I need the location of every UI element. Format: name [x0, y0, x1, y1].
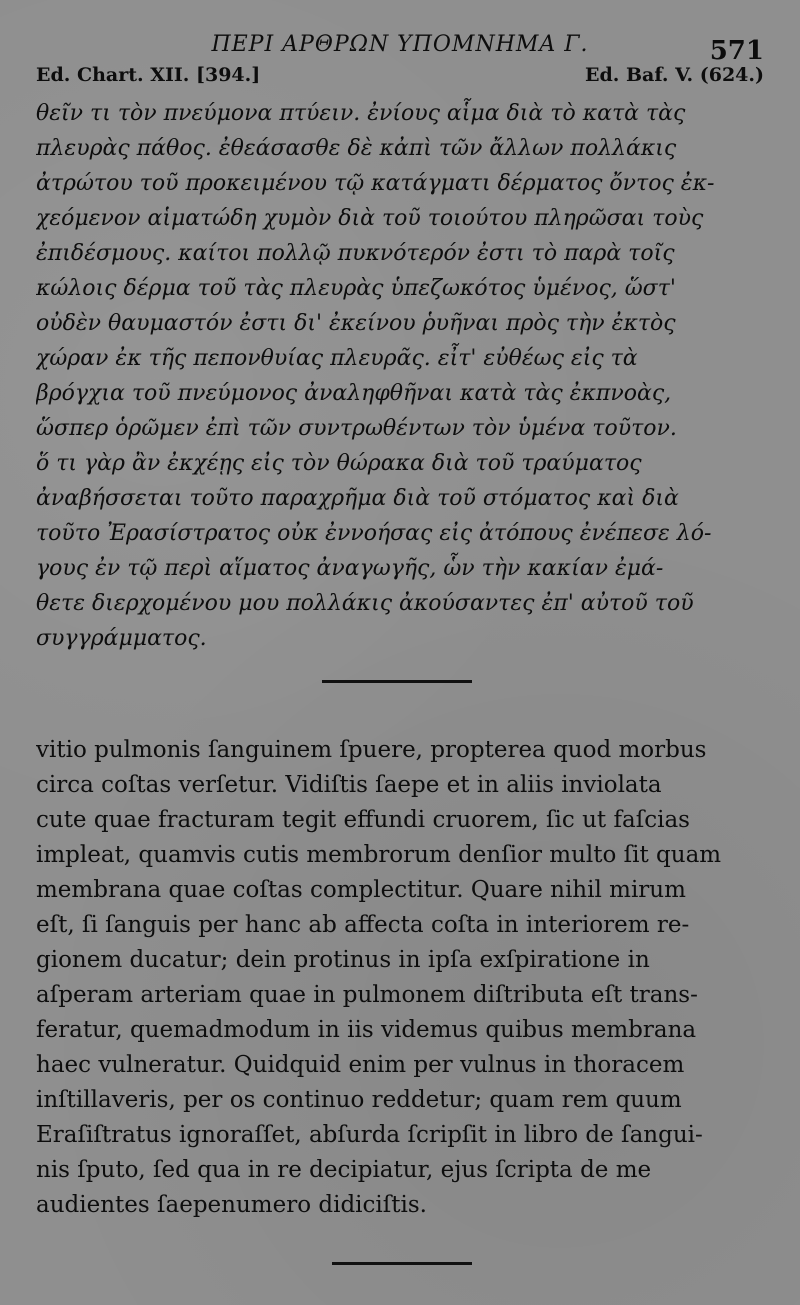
page-number: 571: [709, 36, 764, 66]
edition-right: Ed. Baf. V. (624.): [585, 64, 764, 86]
latin-line: circa coſtas verſetur. Vidiſtis ſaepe et in aliis inviolata: [36, 772, 662, 798]
latin-line: membrana quae coſtas complectitur. Quare nihil mirum: [36, 877, 686, 903]
latin-line: cute quae fracturam tegit effundi cruorem, ſic ut faſcias: [36, 807, 690, 833]
greek-line: ὅ τι γὰρ ἂν ἐκχέῃς εἰς τὸν θώρακα διὰ τοῦ τραύματος: [36, 451, 642, 476]
latin-line: Eraſiſtratus ignoraſſet, abſurda ſcripſit in libro de ſangui-: [36, 1122, 703, 1148]
greek-text-block: [36, 96, 766, 656]
greek-line: θετε διερχομένου μου πολλάκις ἀκούσαντες ἐπ' αὐτοῦ τοῦ: [36, 591, 694, 616]
latin-line: haec vulneratur. Quidquid enim per vulnus in thoracem: [36, 1052, 685, 1078]
section-divider: [322, 680, 472, 683]
greek-line: ὥσπερ ὁρῶμεν ἐπὶ τῶν συντρωθέντων τὸν ὑμένα τοῦτον.: [36, 416, 677, 441]
page-header: [0, 24, 800, 64]
edition-line: [36, 64, 764, 90]
latin-line: feratur, quemadmodum in iis videmus quibus membrana: [36, 1017, 697, 1043]
bottom-divider: [332, 1262, 472, 1265]
latin-text-block: [36, 734, 766, 1224]
latin-line: nis ſputo, ſed qua in re decipiatur, ejus ſcripta de me: [36, 1157, 652, 1183]
greek-line: χώραν ἐκ τῆς πεπονθυίας πλευρᾶς. εἶτ' εὐθέως εἰς τὰ: [36, 346, 638, 371]
latin-line: impleat, quamvis cutis membrorum denſior multo ſit quam: [36, 842, 722, 868]
greek-line: πλευρὰς πάθος. ἐθεάσασθε δὲ κἀπὶ τῶν ἄλλων πολλάκις: [36, 136, 677, 161]
greek-line: οὐδὲν θαυμαστόν ἐστι δι' ἐκείνου ῥυῆναι πρὸς τὴν ἐκτὸς: [36, 311, 676, 336]
latin-line: vitio pulmonis ſanguinem ſpuere, propterea quod morbus: [36, 737, 707, 763]
greek-line: τοῦτο Ἐρασίστρατος οὐκ ἐννοήσας εἰς ἀτόπους ἐνέπεσε λό-: [36, 521, 712, 546]
greek-line: χεόμενον αἱματώδη χυμὸν διὰ τοῦ τοιούτου πληρῶσαι τοὺς: [36, 206, 704, 231]
greek-line: γους ἐν τῷ περὶ αἵματος ἀναγωγῆς, ὧν τὴν κακίαν ἐμά-: [36, 556, 664, 581]
greek-line: συγγράμματος.: [36, 626, 207, 651]
latin-line: aſperam arteriam quae in pulmonem diſtributa eſt trans-: [36, 982, 698, 1008]
greek-line: θεῖν τι τὸν πνεύμονα πτύειν. ἐνίους αἷμα διὰ τὸ κατὰ τὰς: [36, 101, 686, 126]
edition-left: Ed. Chart. XII. [394.]: [36, 64, 261, 86]
running-title: ΠΕΡΙ ΑΡΘΡΩΝ ΥΠΟΜΝΗΜΑ Γ.: [211, 32, 589, 57]
latin-line: gionem ducatur; dein protinus in ipſa exſpiratione in: [36, 947, 650, 973]
greek-line: βρόγχια τοῦ πνεύμονος ἀναληφθῆναι κατὰ τὰς ἐκπνοὰς,: [36, 381, 672, 406]
latin-line: eſt, ſi ſanguis per hanc ab affecta coſta in interiorem re-: [36, 912, 690, 938]
latin-line: inſtillaveris, per os continuo reddetur; quam rem quum: [36, 1087, 682, 1113]
greek-line: ἐπιδέσμους. καίτοι πολλῷ πυκνότερόν ἐστι τὸ παρὰ τοῖς: [36, 241, 675, 266]
greek-line: ἀναβήσσεται τοῦτο παραχρῆμα διὰ τοῦ στόματος καὶ διὰ: [36, 486, 679, 511]
latin-line: audientes ſaepenumero didiciſtis.: [36, 1192, 427, 1218]
greek-line: κώλοις δέρμα τοῦ τὰς πλευρὰς ὑπεζωκότος ὑμένος, ὥστ': [36, 276, 676, 301]
greek-line: ἀτρώτου τοῦ προκειμένου τῷ κατάγματι δέρματος ὄντος ἐκ-: [36, 171, 715, 196]
